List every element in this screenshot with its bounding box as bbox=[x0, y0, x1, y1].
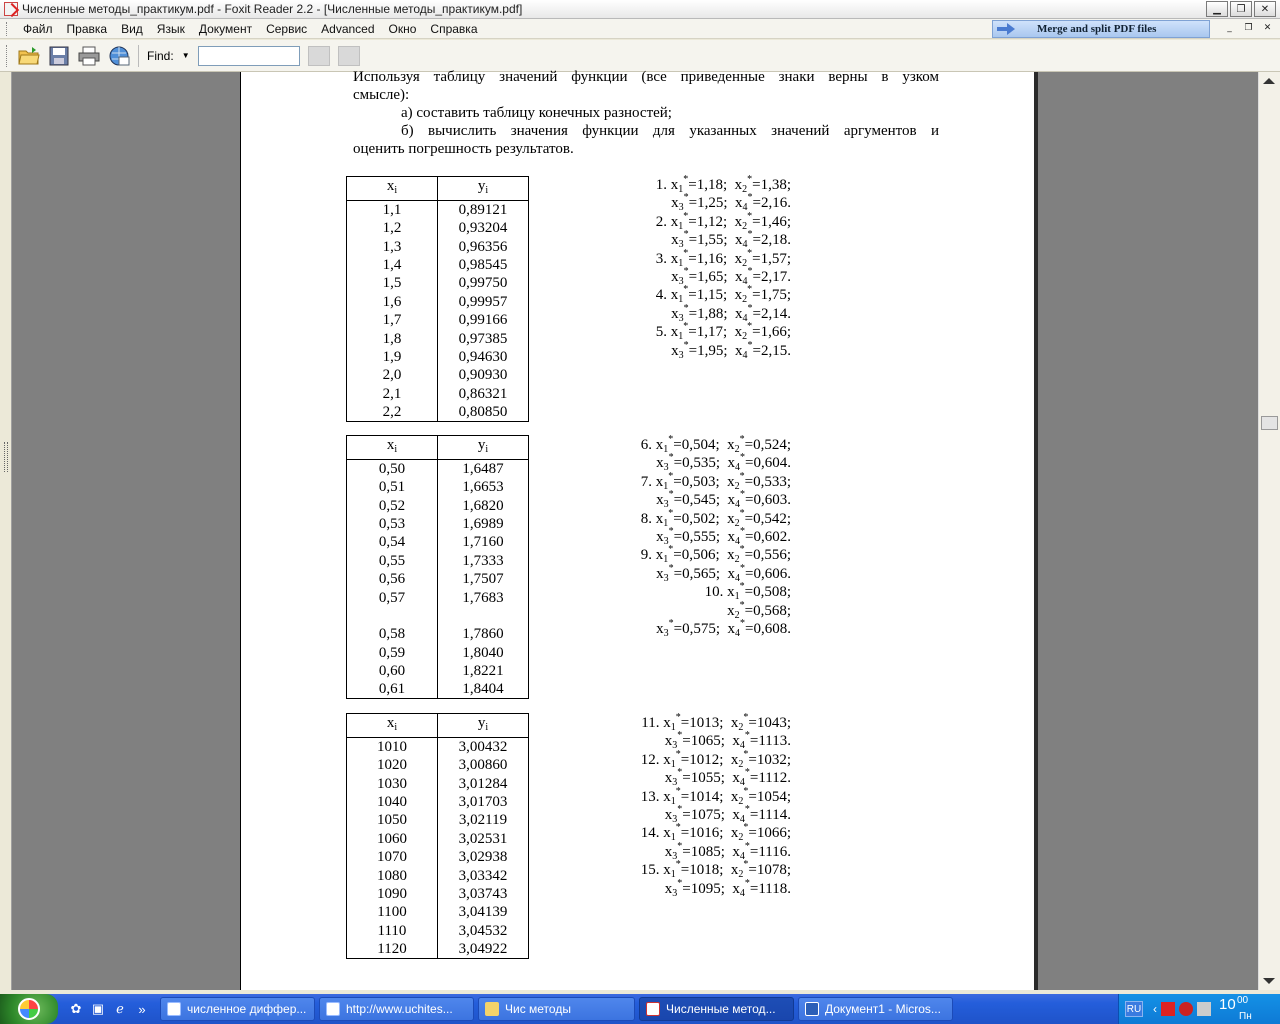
word-icon bbox=[805, 1002, 819, 1016]
table-row bbox=[347, 774, 529, 792]
variant-line: $x_3^*=1,95$; $x_4^*=2,15$. bbox=[671, 339, 791, 361]
variant-line: 4. $x_1^*=1,15$; $x_2^*=1,75$; bbox=[655, 284, 791, 306]
doc-minimize-button[interactable]: _ bbox=[1227, 22, 1232, 33]
foxit-icon bbox=[646, 1002, 660, 1016]
variant-line: $x_3^*=0,545$; $x_4^*=0,603$. bbox=[656, 489, 791, 511]
cell-x: 1090 bbox=[347, 885, 438, 903]
window-controls bbox=[1206, 1, 1276, 17]
table-row bbox=[347, 903, 529, 921]
table-row bbox=[347, 680, 529, 699]
table-row bbox=[347, 219, 529, 237]
table-header-row bbox=[347, 436, 529, 460]
page-text-line: смысле): bbox=[353, 87, 410, 103]
table-row bbox=[347, 348, 529, 366]
table-row bbox=[347, 366, 529, 384]
cell-y: 1,6989 bbox=[438, 515, 529, 533]
merge-split-label: Merge and split PDF files bbox=[1037, 23, 1157, 35]
variant-line: $x_3^*=1085$; $x_4^*=1116$. bbox=[664, 840, 791, 862]
cell-x: 1030 bbox=[347, 774, 438, 792]
system-tray bbox=[1118, 994, 1280, 1024]
cell-x: 0,60 bbox=[347, 662, 438, 680]
find-next-button[interactable] bbox=[338, 46, 360, 66]
variant-line: $x_3^*=1,88$; $x_4^*=2,14$. bbox=[671, 302, 791, 324]
cell-y: 1,7860 bbox=[438, 625, 529, 643]
task-label: Документ1 - Micros... bbox=[825, 1002, 941, 1016]
cell-y: 0,99750 bbox=[438, 274, 529, 292]
cell-y: 1,8040 bbox=[438, 644, 529, 662]
values-table-3 bbox=[346, 713, 529, 959]
cell-x bbox=[347, 607, 438, 625]
table-row bbox=[347, 866, 529, 884]
menu-help[interactable]: Справка bbox=[430, 21, 478, 36]
menu-file[interactable]: Файл bbox=[23, 21, 53, 36]
values-table-2 bbox=[346, 435, 529, 699]
close-button[interactable]: ✕ bbox=[1254, 1, 1276, 17]
find-previous-button[interactable] bbox=[308, 46, 330, 66]
cell-y bbox=[438, 607, 529, 625]
cell-x: 0,55 bbox=[347, 552, 438, 570]
table-row bbox=[347, 644, 529, 662]
page-text-line: б) вычислить значения функции для указанных значений аргументов и bbox=[401, 123, 939, 139]
table-row bbox=[347, 385, 529, 403]
document-controls bbox=[1221, 20, 1276, 35]
cell-x: 1020 bbox=[347, 756, 438, 774]
cell-x: 1,3 bbox=[347, 237, 438, 255]
quick-launch bbox=[68, 1001, 150, 1017]
open-folder-icon[interactable] bbox=[16, 43, 42, 69]
menu-view[interactable]: Вид bbox=[121, 21, 143, 36]
menu-tools[interactable]: Сервис bbox=[266, 21, 308, 36]
menu-advanced[interactable]: Advanced bbox=[321, 21, 375, 36]
cell-x: 1,6 bbox=[347, 293, 438, 311]
tray-icons bbox=[1153, 1002, 1211, 1016]
cell-y: 1,6653 bbox=[438, 478, 529, 496]
table-row bbox=[347, 274, 529, 292]
variant-line: $x_3^*=0,575$; $x_4^*=0,608$. bbox=[656, 617, 791, 639]
table-row bbox=[347, 738, 529, 757]
variant-line: $x_3^*=1065$; $x_4^*=1113$. bbox=[664, 730, 791, 752]
cell-x: 0,56 bbox=[347, 570, 438, 588]
page-text-line: Используя таблицу значений функции (все приведенные знаки верны в узком bbox=[353, 69, 939, 84]
variant-line: 11. $x_1^*=1013$; $x_2^*=1043$; bbox=[641, 712, 791, 733]
variant-line: $x_3^*=0,555$; $x_4^*=0,602$. bbox=[656, 525, 791, 547]
variant-line: 12. $x_1^*=1012$; $x_2^*=1032$; bbox=[640, 748, 791, 770]
menubar-grip[interactable] bbox=[6, 22, 10, 36]
taskbar-task[interactable] bbox=[319, 997, 474, 1021]
clock-hour: 10 bbox=[1219, 996, 1236, 1013]
table-row bbox=[347, 496, 529, 514]
taskbar-task-active[interactable] bbox=[639, 997, 794, 1021]
menu-window[interactable]: Окно bbox=[388, 21, 417, 36]
volume-icon[interactable] bbox=[1197, 1002, 1211, 1016]
clock-day: Пн bbox=[1239, 1011, 1252, 1022]
cell-y: 0,86321 bbox=[438, 385, 529, 403]
variant-line: $x_3^*=1095$; $x_4^*=1118$. bbox=[664, 877, 791, 899]
cell-y: 3,02531 bbox=[438, 830, 529, 848]
arrow-icon bbox=[997, 23, 1015, 35]
floppy-icon[interactable]: ▣ bbox=[91, 1001, 105, 1016]
menu-language[interactable]: Язык bbox=[156, 21, 185, 36]
doc-restore-button[interactable]: ❐ bbox=[1244, 22, 1253, 33]
cell-y: 3,01703 bbox=[438, 793, 529, 811]
variant-line: 9. $x_1^*=0,506$; $x_2^*=0,556$; bbox=[640, 544, 791, 566]
cell-x: 0,57 bbox=[347, 588, 438, 606]
cell-y: 0,90930 bbox=[438, 366, 529, 384]
variant-line: 10. $x_1^*=0,508$; bbox=[704, 581, 791, 603]
find-input[interactable] bbox=[198, 46, 300, 66]
pdf-page bbox=[240, 69, 1034, 990]
find-dropdown-icon[interactable]: ▼ bbox=[181, 51, 190, 60]
cell-x: 1050 bbox=[347, 811, 438, 829]
cell-x: 0,61 bbox=[347, 680, 438, 699]
table-row bbox=[347, 237, 529, 255]
toolbar-grip[interactable] bbox=[6, 45, 10, 67]
cell-y: 0,98545 bbox=[438, 256, 529, 274]
ie-icon bbox=[326, 1002, 340, 1016]
cell-x: 1110 bbox=[347, 922, 438, 940]
cell-y: 0,89121 bbox=[438, 201, 529, 220]
variants-block-1 bbox=[621, 176, 791, 360]
table-row bbox=[347, 793, 529, 811]
more-chevron-icon[interactable]: » bbox=[138, 1001, 146, 1017]
cell-x: 1,9 bbox=[347, 348, 438, 366]
table-row bbox=[347, 625, 529, 643]
table-row bbox=[347, 311, 529, 329]
cell-x: 2,0 bbox=[347, 366, 438, 384]
table-header-row bbox=[347, 714, 529, 738]
task-label: Численные метод... bbox=[666, 1002, 776, 1016]
table-row bbox=[347, 552, 529, 570]
column-header-y: $y_i$ bbox=[438, 177, 529, 201]
scroll-down-icon[interactable] bbox=[1263, 978, 1275, 984]
cell-y: 3,02938 bbox=[438, 848, 529, 866]
cell-y: 0,97385 bbox=[438, 329, 529, 347]
variant-line: 13. $x_1^*=1014$; $x_2^*=1054$; bbox=[640, 785, 791, 807]
column-header-x: $x_i$ bbox=[347, 436, 438, 460]
splitter-handle[interactable] bbox=[4, 442, 8, 472]
variant-line: 6. $x_1^*=0,504$; $x_2^*=0,524$; bbox=[640, 434, 791, 455]
cell-y: 3,03743 bbox=[438, 885, 529, 903]
ie-icon[interactable]: ℯ bbox=[116, 1001, 124, 1016]
table-row bbox=[347, 662, 529, 680]
values-table-1 bbox=[346, 176, 529, 422]
variant-line: $x_3^*=1,65$; $x_4^*=2,17$. bbox=[671, 265, 791, 287]
cell-x: 1120 bbox=[347, 940, 438, 959]
cell-y: 1,6820 bbox=[438, 496, 529, 514]
green-gear-icon[interactable]: ✿ bbox=[70, 1001, 82, 1016]
cell-x: 0,52 bbox=[347, 496, 438, 514]
clock-minutes: 00 bbox=[1237, 995, 1249, 1006]
cell-y: 3,03342 bbox=[438, 866, 529, 884]
cell-y: 1,7333 bbox=[438, 552, 529, 570]
table-row bbox=[347, 885, 529, 903]
clock[interactable] bbox=[1219, 995, 1265, 1023]
variant-line: 8. $x_1^*=0,502$; $x_2^*=0,542$; bbox=[640, 507, 791, 529]
cell-x: 0,59 bbox=[347, 644, 438, 662]
table-row bbox=[347, 515, 529, 533]
vertical-scrollbar[interactable] bbox=[1258, 72, 1280, 990]
windows-logo-icon bbox=[18, 998, 40, 1020]
cell-x: 1,1 bbox=[347, 201, 438, 220]
save-icon[interactable] bbox=[46, 43, 72, 69]
merge-split-banner[interactable] bbox=[992, 20, 1210, 38]
taskbar bbox=[0, 994, 1280, 1024]
cell-y: 1,8221 bbox=[438, 662, 529, 680]
task-label: Чис методы bbox=[505, 1002, 571, 1016]
variant-line: 14. $x_1^*=1016$; $x_2^*=1066$; bbox=[640, 822, 791, 844]
cell-x: 0,58 bbox=[347, 625, 438, 643]
side-panel-collapsed bbox=[0, 72, 12, 990]
cell-y: 1,7507 bbox=[438, 570, 529, 588]
page-text-line: оценить погрешность результатов. bbox=[353, 141, 574, 157]
page-text-line: а) составить таблицу конечных разностей; bbox=[401, 105, 672, 121]
antivirus-icon[interactable] bbox=[1161, 1002, 1175, 1016]
cell-y: 0,96356 bbox=[438, 237, 529, 255]
language-indicator[interactable]: RU bbox=[1125, 1001, 1143, 1017]
table-row bbox=[347, 293, 529, 311]
cell-y: 0,93204 bbox=[438, 219, 529, 237]
variants-block-3 bbox=[611, 714, 791, 898]
variant-line: $x_3^*=1,55$; $x_4^*=2,18$. bbox=[671, 229, 791, 251]
tray-chevron-icon[interactable]: ‹ bbox=[1153, 1002, 1157, 1016]
cell-y: 3,02119 bbox=[438, 811, 529, 829]
cell-x: 0,51 bbox=[347, 478, 438, 496]
table-row bbox=[347, 403, 529, 422]
table-header-row bbox=[347, 177, 529, 201]
cell-x: 1100 bbox=[347, 903, 438, 921]
taskbar-task[interactable] bbox=[160, 997, 315, 1021]
menu-document[interactable]: Документ bbox=[198, 21, 253, 36]
email-globe-icon[interactable] bbox=[106, 43, 132, 69]
network-blocked-icon[interactable] bbox=[1179, 1002, 1193, 1016]
cell-y: 1,7683 bbox=[438, 588, 529, 606]
column-header-x: $x_i$ bbox=[347, 714, 438, 738]
cell-x: 0,50 bbox=[347, 460, 438, 479]
cell-y: 3,04532 bbox=[438, 922, 529, 940]
window-title: Численные методы_практикум.pdf - Foxit Reader 2.2 - [Численные методы_практикум.pdf] bbox=[22, 2, 523, 16]
cell-x: 1,7 bbox=[347, 311, 438, 329]
cell-y: 1,6487 bbox=[438, 460, 529, 479]
column-header-x: $x_i$ bbox=[347, 177, 438, 201]
cell-x: 1070 bbox=[347, 848, 438, 866]
cell-x: 1040 bbox=[347, 793, 438, 811]
variant-line: $x_3^*=1075$; $x_4^*=1114$. bbox=[664, 803, 791, 825]
cell-x: 2,2 bbox=[347, 403, 438, 422]
cell-y: 0,99957 bbox=[438, 293, 529, 311]
taskbar-task[interactable] bbox=[478, 997, 635, 1021]
cell-x: 2,1 bbox=[347, 385, 438, 403]
taskbar-task[interactable] bbox=[798, 997, 953, 1021]
maximize-button[interactable]: ❐ bbox=[1230, 1, 1252, 17]
variant-line: $x_3^*=1,25$; $x_4^*=2,16$. bbox=[671, 192, 791, 214]
cell-y: 0,80850 bbox=[438, 403, 529, 422]
table-row bbox=[347, 201, 529, 220]
cell-x: 1,2 bbox=[347, 219, 438, 237]
cell-y: 3,04139 bbox=[438, 903, 529, 921]
table-row bbox=[347, 329, 529, 347]
variant-line: 3. $x_1^*=1,16$; $x_2^*=1,57$; bbox=[655, 247, 791, 269]
toolbar-separator bbox=[138, 45, 139, 67]
variant-line: $x_3^*=1055$; $x_4^*=1112$. bbox=[664, 767, 791, 789]
print-icon[interactable] bbox=[76, 43, 102, 69]
table-row bbox=[347, 811, 529, 829]
variant-line: $x_3^*=0,535$; $x_4^*=0,604$. bbox=[656, 452, 791, 474]
cell-x: 1,5 bbox=[347, 274, 438, 292]
cell-y: 0,94630 bbox=[438, 348, 529, 366]
ie-icon bbox=[167, 1002, 181, 1016]
find-label: Find: bbox=[147, 48, 174, 63]
table-row bbox=[347, 922, 529, 940]
cell-y: 3,00860 bbox=[438, 756, 529, 774]
cell-y: 3,00432 bbox=[438, 738, 529, 757]
variant-line: $x_3^*=0,565$; $x_4^*=0,606$. bbox=[656, 562, 791, 584]
table-row bbox=[347, 533, 529, 551]
cell-y: 0,99166 bbox=[438, 311, 529, 329]
task-label: http://www.uchites... bbox=[346, 1002, 453, 1016]
cell-x: 1,4 bbox=[347, 256, 438, 274]
variant-line: 2. $x_1^*=1,12$; $x_2^*=1,46$; bbox=[655, 210, 791, 232]
page-shadow bbox=[1034, 72, 1038, 990]
table-row bbox=[347, 588, 529, 606]
cell-x: 0,53 bbox=[347, 515, 438, 533]
cell-x: 1080 bbox=[347, 866, 438, 884]
scroll-up-icon[interactable] bbox=[1263, 78, 1275, 84]
variants-block-2 bbox=[611, 436, 791, 638]
menu-edit[interactable]: Правка bbox=[66, 21, 108, 36]
variant-line: $x_2^*=0,568$; bbox=[727, 599, 791, 621]
scroll-thumb[interactable] bbox=[1261, 416, 1278, 430]
table-row bbox=[347, 478, 529, 496]
title-bar bbox=[0, 0, 1280, 19]
variant-line: 15. $x_1^*=1018$; $x_2^*=1078$; bbox=[640, 859, 791, 881]
table-row bbox=[347, 830, 529, 848]
cell-y: 1,8404 bbox=[438, 680, 529, 699]
cell-x: 1060 bbox=[347, 830, 438, 848]
table-row bbox=[347, 940, 529, 959]
cell-x: 1010 bbox=[347, 738, 438, 757]
cell-y: 3,01284 bbox=[438, 774, 529, 792]
table-row bbox=[347, 848, 529, 866]
cell-y: 3,04922 bbox=[438, 940, 529, 959]
table-row bbox=[347, 460, 529, 479]
variant-line: 5. $x_1^*=1,17$; $x_2^*=1,66$; bbox=[655, 321, 791, 343]
column-header-y: $y_i$ bbox=[438, 714, 529, 738]
table-row bbox=[347, 756, 529, 774]
start-button[interactable] bbox=[0, 994, 58, 1024]
doc-close-button[interactable]: ✕ bbox=[1263, 22, 1272, 33]
column-header-y: $y_i$ bbox=[438, 436, 529, 460]
cell-x: 0,54 bbox=[347, 533, 438, 551]
foxit-app-icon[interactable] bbox=[4, 2, 18, 16]
minimize-button[interactable]: ▁ bbox=[1206, 1, 1228, 17]
table-row bbox=[347, 607, 529, 625]
variant-line: 1. $x_1^*=1,18$; $x_2^*=1,38$; bbox=[655, 174, 791, 195]
cell-x: 1,8 bbox=[347, 329, 438, 347]
folder-icon bbox=[485, 1002, 499, 1016]
task-label: численное диффер... bbox=[187, 1002, 307, 1016]
variant-line: 7. $x_1^*=0,503$; $x_2^*=0,533$; bbox=[640, 470, 791, 492]
table-row bbox=[347, 256, 529, 274]
table-row bbox=[347, 570, 529, 588]
cell-y: 1,7160 bbox=[438, 533, 529, 551]
